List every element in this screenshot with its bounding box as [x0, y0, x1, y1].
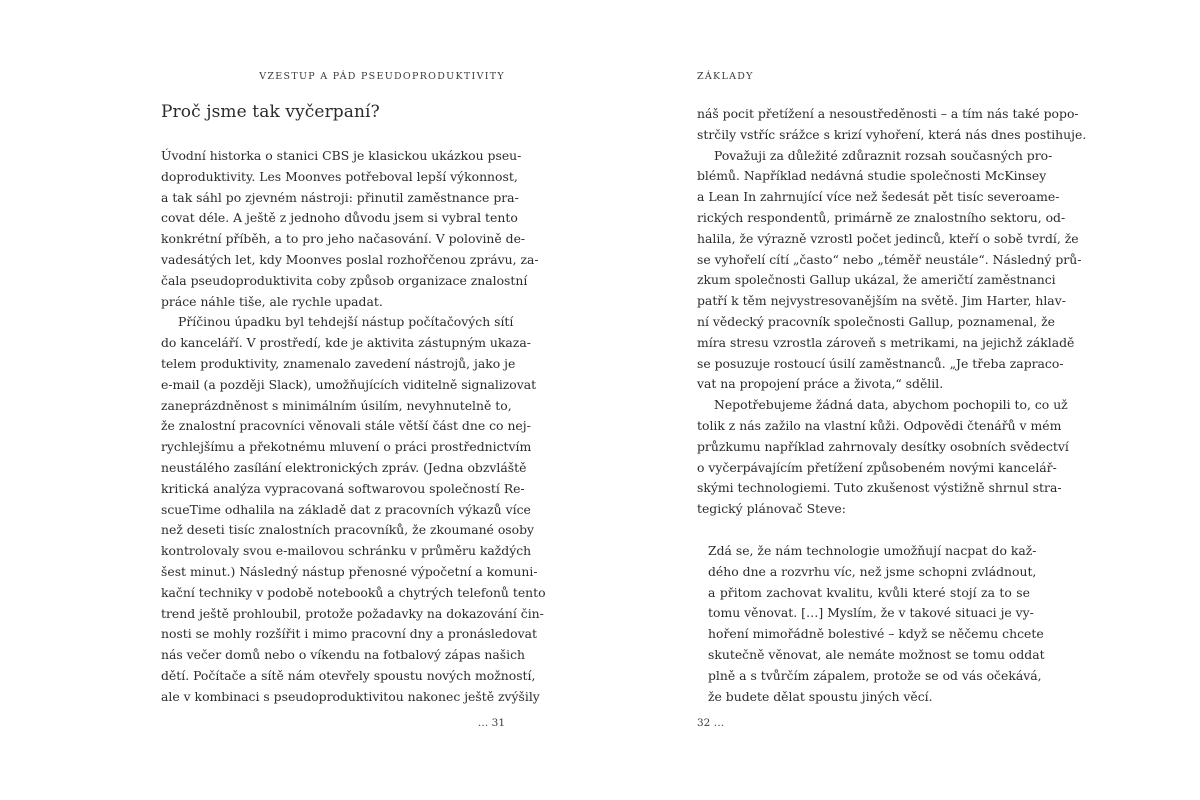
text-line: zaneprázdněnost s minimálním úsilím, nevyhnutelně to, — [161, 397, 512, 413]
text-line: nás večer domů nebo o víkendu na fotbalový zápas našich — [161, 647, 526, 663]
text-line: Považuji za důležité zdůraznit rozsah současných pro- — [714, 147, 1053, 163]
paragraph — [697, 395, 1069, 520]
text-line: scueTime odhalila na základě dat z pracovních výkazů více — [161, 501, 531, 517]
text-line: doproduktivity. Les Moonves potřeboval lepší výkonnost, — [161, 168, 518, 184]
quote-line: tomu věnovat. […] Myslím, že v takové situaci je vy- — [708, 605, 1034, 621]
text-line: nosti se mohly rozšířit i mimo pracovní dny a pronásledovat — [161, 626, 537, 642]
page-number: 32 … — [697, 717, 725, 729]
quote-line: hoření mimořádně bolestivé – když se něčemu chcete — [708, 626, 1044, 642]
quote-line: že budete dělat spoustu jiných věcí. — [708, 688, 933, 704]
paragraph — [161, 312, 546, 707]
text-line: čala pseudoproduktivita coby způsob organizace znalostní — [161, 272, 528, 288]
text-line: Úvodní historka o stanici CBS je klasickou ukázkou pseu- — [161, 148, 522, 163]
text-line: o vyčerpávajícím přetížení způsobeném novými kancelář- — [697, 459, 1057, 475]
text-line: ale v kombinaci s pseudoproduktivitou nakonec ještě zvýšily — [161, 688, 540, 704]
text-line: a Lean In zahrnující více než šedesát pět tisíc severoame- — [697, 189, 1060, 205]
text-line: tegický plánovač Steve: — [697, 501, 846, 517]
text-line: a tak sáhl po zjevném nástroji: přinutil zaměstnance pra- — [161, 189, 519, 205]
quote-line: Zdá se, že nám technologie umožňují nacpat do kaž- — [708, 542, 1037, 558]
text-line: náš pocit přetížení a nesoustředěnosti – a tím nás také popo- — [697, 106, 1079, 121]
section-heading: Proč jsme tak vyčerpaní? — [161, 102, 380, 122]
text-line: rických respondentů, primárně ze znalostního sektoru, od- — [697, 209, 1066, 225]
body-text — [697, 104, 1087, 707]
text-line: e-mail (a později Slack), umožňujících viditelně signalizovat — [161, 376, 537, 392]
text-line: zkum společnosti Gallup ukázal, že američtí zaměstnanci — [697, 272, 1056, 288]
quote-line: plně a s tvůrčím zápalem, protože se od vás očekává, — [708, 667, 1042, 683]
text-line: práce náhle tiše, ale rychle upadat. — [161, 293, 383, 309]
text-line: vat na propojení práce a života,“ sdělil. — [697, 376, 944, 392]
text-line: se vyhořelí cítí „často“ nebo „téměř neustále“. Následný prů- — [697, 251, 1082, 267]
quote-line: a přitom zachovat kvalitu, kvůli které stojí za to se — [708, 584, 1030, 600]
page-number: … 31 — [477, 717, 505, 729]
text-line: blémů. Například nedávná studie společnosti McKinsey — [697, 168, 1047, 184]
paragraph — [697, 104, 1087, 146]
paragraph — [161, 146, 539, 312]
text-line: než deseti tisíc znalostních pracovníků, že zkoumané osoby — [161, 522, 535, 538]
quote-line: dého dne a rozvrhu víc, než jsme schopni zvládnout, — [708, 563, 1037, 579]
text-line: kontrolovaly svou e-mailovou schránku v průměru každých — [161, 543, 532, 559]
text-line: patří k těm nejvystresovanějším na světě. Jim Harter, hlav- — [697, 293, 1066, 309]
text-line: kační techniky v podobě notebooků a chytrých telefonů tento — [161, 584, 546, 600]
text-line: tolik z nás zažilo na vlastní kůži. Odpovědi čtenářů v mém — [697, 417, 1062, 433]
right-page — [600, 0, 1200, 800]
text-line: ní vědecký pracovník společnosti Gallup, poznamenal, že — [697, 313, 1055, 329]
text-line: se posuzuje rostoucí úsilí zaměstnanců. „Je třeba zapraco- — [697, 355, 1064, 371]
paragraph — [697, 146, 1082, 396]
text-line: vadesátých let, kdy Moonves poslal rozhořčenou zprávu, za- — [161, 251, 539, 267]
text-line: telem produktivity, znamenalo zavedení nástrojů, jako je — [161, 355, 516, 371]
text-line: neustálého zasílání elektronických zpráv. (Jedna obzvláště — [161, 459, 527, 475]
text-line: do kanceláří. V prostředí, kde je aktivita zástupným ukaza- — [161, 335, 531, 351]
running-head: VZESTUP A PÁD PSEUDOPRODUKTIVITY — [259, 71, 505, 82]
text-line: kritická analýza vypracovaná softwarovou společností Re- — [161, 480, 525, 496]
text-line: halila, že výrazně vzrostl počet jedinců, kteří o sobě tvrdí, že — [697, 230, 1079, 246]
text-line: trend ještě prohloubil, protože požadavky na dokazování čin- — [161, 605, 544, 621]
text-line: covat déle. A ještě z jednoho důvodu jsem si vybral tento — [161, 210, 518, 226]
body-text — [161, 146, 546, 708]
text-line: Příčinou úpadku byl tehdejší nástup počítačových sítí — [178, 314, 514, 330]
quote-line: skutečně věnovat, ale nemáte možnost se tomu oddat — [708, 646, 1045, 662]
text-line: strčily vstříc srážce s krizí vyhoření, která nás dnes postihuje. — [697, 126, 1087, 142]
blockquote — [697, 541, 1045, 707]
text-line: skými technologiemi. Tuto zkušenost výstižně shrnul stra- — [697, 480, 1062, 496]
text-line: šest minut.) Následný nástup přenosné výpočetní a komuni- — [161, 563, 538, 579]
text-line: rychlejšímu a překotnému mluvení o práci prostřednictvím — [161, 439, 532, 455]
text-line: dětí. Počítače a sítě nám otevřely spoustu nových možností, — [161, 667, 536, 683]
text-line: míra stresu vzrostla zároveň s metrikami, na jejichž základě — [697, 334, 1075, 350]
text-line: Nepotřebujeme žádná data, abychom pochopili to, co už — [714, 397, 1068, 413]
running-head: ZÁKLADY — [697, 71, 754, 82]
text-line: že znalostní pracovníci věnovali stále větší část dne co nej- — [161, 418, 531, 434]
text-line: konkrétní příběh, a to pro jeho načasování. V polovině de- — [161, 231, 526, 247]
text-line: průzkumu například zahrnovaly desítky osobních svědectví — [697, 438, 1069, 454]
